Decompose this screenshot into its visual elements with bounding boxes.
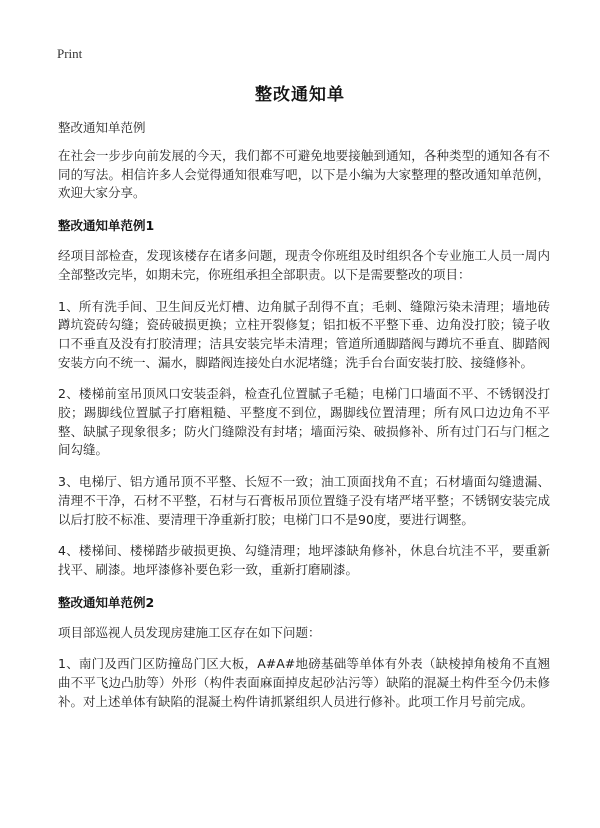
section-2-item: 1、南门及西门区防撞岛门区大板，A#A#地磅基础等单体有外表（缺棱掉角棱角不直翘曲不平飞边凸肋等）外形（构件表面麻面掉皮起砂沾污等）缺陷的混凝土构件至今仍未修补。对上述单体有缺陷的混凝土构件请抓紧组织人员进行修补。此项工作月号前完成。 xyxy=(58,656,550,709)
section-1-item: 2、楼梯前室吊顶风口安装歪斜，检查孔位置腻子毛糙；电梯门口墙面不平、不锈钢没打胶；踢脚线位置腻子打磨粗糙、平整度不到位，踢脚线位置清理；所有风口边边角不平整、缺腻子现象很多；防火门缝隙没有封堵；墙面污染、破损修补、所有过门石与门框之间勾缝。 xyxy=(58,386,550,458)
section-2-heading: 整改通知单范例2 xyxy=(58,594,155,610)
document-subtitle: 整改通知单范例 xyxy=(58,120,146,135)
document-body xyxy=(58,118,550,724)
section-1-item: 4、楼梯间、楼梯踏步破损更换、勾缝清理；地坪漆缺角修补，休息台坑洼不平，要重新找平、刷漆。地坪漆修补要色彩一致，重新打磨刷漆。 xyxy=(58,543,550,577)
section-1-heading: 整改通知单范例1 xyxy=(58,218,155,234)
section-1-item: 3、电梯厅、铝方通吊顶不平整、长短不一致；油工顶面找角不直；石材墙面勾缝遗漏、清理不干净，石材不平整，石材与石膏板吊顶位置缝子没有堵严堵平整；不锈钢安装完成以后打胶不标准、要清理干净重新打胶；电梯门口不是90度，要进行调整。 xyxy=(58,474,550,527)
section-1-paragraph: 经项目部检查，发现该楼存在诸多问题，现责令你班组及时组织各个专业施工人员一周内全部整改完毕，如期未完，你班组承担全部职责。以下是需要整改的项目： xyxy=(58,248,550,282)
intro-paragraph: 在社会一步步向前发展的今天，我们都不可避免地要接触到通知，各种类型的通知各有不同的写法。相信许多人会觉得通知很难写吧，以下是小编为大家整理的整改通知单范例，欢迎大家分享。 xyxy=(58,148,550,201)
section-1-item: 1、所有洗手间、卫生间反光灯槽、边角腻子刮得不直；毛刺、缝隙污染未清理；墙地砖蹲坑瓷砖勾缝；瓷砖破损更换；立柱开裂修复；铝扣板不平整下垂、边角没打胶；镜子收口不垂直及没有打胶清理；洁具安装完毕未清理；管道所通脚踏阀与蹲坑不垂直、脚踏阀安装方向不统一、漏水，脚踏阀连接处白水泥堵缝；洗手台台面安装打胶、接缝修补。 xyxy=(58,298,550,370)
section-2-paragraph: 项目部巡视人员发现房建施工区存在如下问题： xyxy=(58,624,321,640)
print-label: Print xyxy=(57,46,83,61)
page-title: 整改通知单 xyxy=(255,85,345,105)
